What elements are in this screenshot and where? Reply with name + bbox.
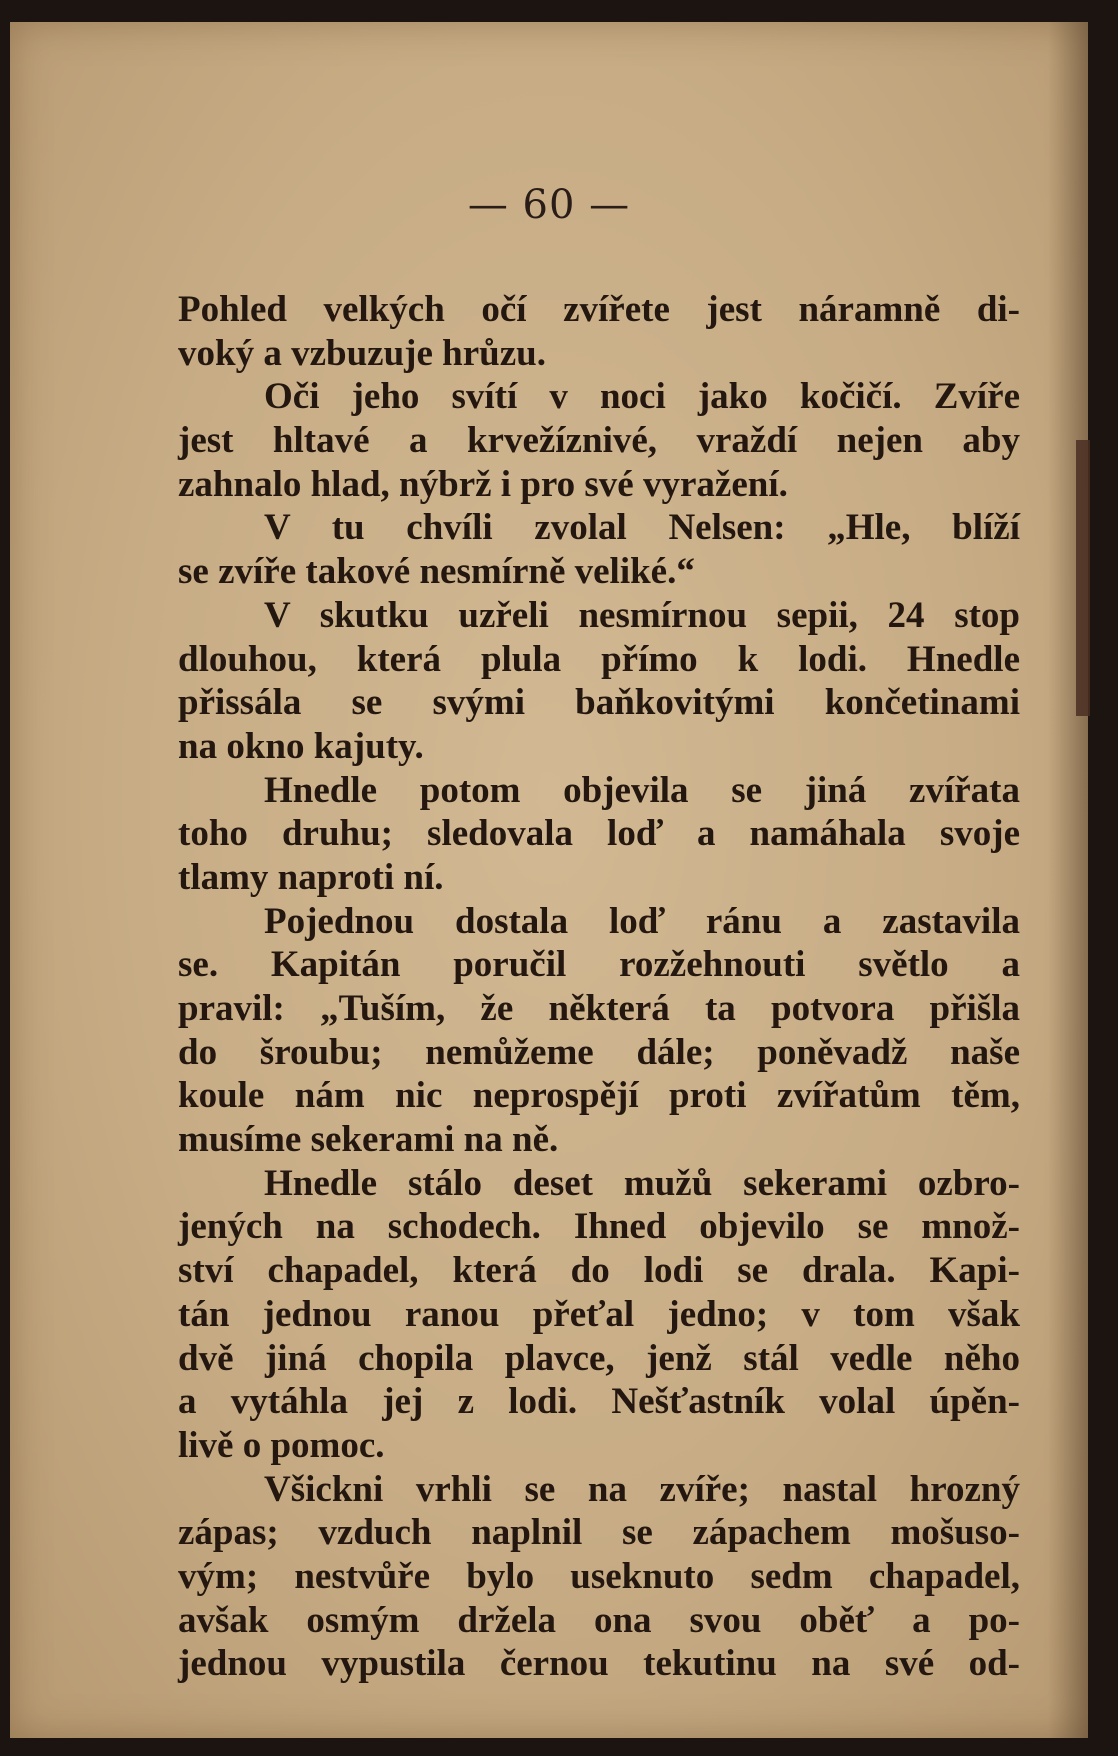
text-line: musíme sekerami na ně. (178, 1119, 559, 1161)
text-line: do šroubu; nemůžeme dále; poněvadž naše (178, 1031, 1020, 1073)
text-line: koule nám nic neprospějí proti zvířatům těm, (178, 1075, 1020, 1117)
text-line: a vytáhla jej z lodi. Nešťastník volal úpěn- (178, 1381, 1020, 1423)
text-line: zápas; vzduch naplnil se zápachem mošuso- (178, 1512, 1020, 1554)
text-line: pravil: „Tuším, že některá ta potvora přišla (178, 988, 1020, 1029)
binding-spine-mark (1076, 440, 1090, 716)
text-line: livě o pomoc. (178, 1424, 385, 1466)
text-line: Oči jeho svítí v noci jako kočičí. Zvíře (264, 376, 1020, 418)
text-line: zahnalo hlad, nýbrž i pro své vyražení. (178, 463, 788, 505)
text-line: jednou vypustila černou tekutinu na své od- (178, 1643, 1020, 1685)
text-line: V skutku uzřeli nesmírnou sepii, 24 stop (264, 594, 1020, 636)
text-line: tlamy naproti ní. (178, 856, 444, 898)
paper-page (10, 22, 1088, 1738)
text-line: Pojednou dostala loď ránu a zastavila (264, 900, 1020, 942)
text-line: Hnedle stálo deset mužů sekerami ozbro- (264, 1162, 1020, 1204)
text-line: vým; nestvůře bylo useknuto sedm chapadel, (178, 1555, 1020, 1597)
text-line: avšak osmým držela ona svou oběť a po- (178, 1599, 1020, 1641)
text-line: na okno kajuty. (178, 725, 424, 767)
text-line: Hnedle potom objevila se jiná zvířata (264, 769, 1020, 811)
text-line: se. Kapitán poručil rozžehnouti světlo a (178, 944, 1020, 986)
page-edge-shadow (1048, 22, 1088, 1738)
text-line: V tu chvíli zvolal Nelsen: „Hle, blíží (264, 507, 1020, 549)
text-line: přissála se svými baňkovitými končetinami (178, 682, 1020, 724)
text-line: toho druhu; sledovala loď a namáhala svoje (178, 813, 1020, 855)
text-line: jených na schodech. Ihned objevilo se množ- (178, 1206, 1020, 1248)
text-line: voký a vzbuzuje hrůzu. (178, 332, 546, 374)
page-number: — 60 — (467, 182, 631, 228)
text-line: dvě jiná chopila plavce, jenž stál vedle něho (178, 1337, 1020, 1379)
text-line: ství chapadel, která do lodi se drala. Kapi- (178, 1250, 1020, 1292)
text-line: se zvíře takové nesmírně veliké.“ (178, 551, 695, 593)
text-line: Všickni vrhli se na zvíře; nastal hrozný (264, 1468, 1020, 1510)
text-line: dlouhou, která plula přímo k lodi. Hnedle (178, 638, 1020, 680)
text-line: tán jednou ranou přeťal jedno; v tom však (178, 1293, 1020, 1335)
body-text (178, 288, 1020, 1686)
text-line: Pohled velkých očí zvířete jest náramně di- (178, 289, 1020, 330)
text-line: jest hltavé a krvežíznivé, vraždí nejen aby (178, 420, 1020, 462)
